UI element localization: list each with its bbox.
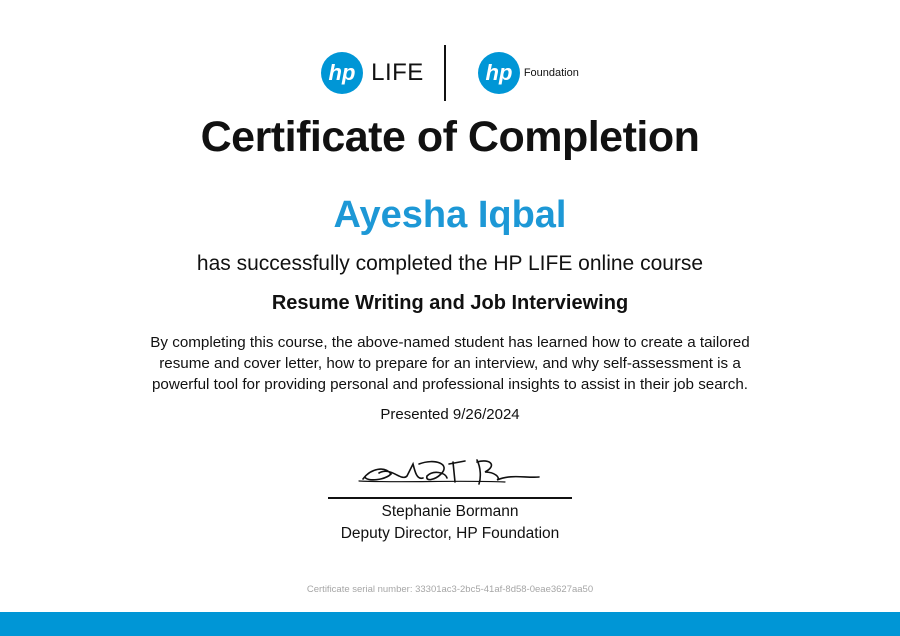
signer-name: Stephanie Bormann [381,503,519,520]
certificate-title: Certificate of Completion [200,113,700,161]
hp-foundation-logo [478,52,579,94]
description-line: By completing this course, the above-named student has learned how to create a tailored [150,334,750,351]
completion-statement: has successfully completed the HP LIFE online course [196,252,704,275]
certificate-header [0,44,900,102]
course-description [110,332,790,395]
certificate-serial-number: Certificate serial number: 33301ac3-2bc5-41af-8d58-0eae3627aa50 [306,584,594,595]
foundation-logo-text: Foundation [523,67,579,79]
course-name: Resume Writing and Job Interviewing [271,292,629,314]
recipient-name: Ayesha Iqbal [333,194,567,236]
footer-brand-bar [0,612,900,636]
hp-logo-icon [321,52,363,94]
hp-foundation-logo-text: hp [485,60,513,85]
hp-life-logo [321,52,424,94]
life-logo-text: LIFE [371,59,424,86]
hp-foundation-logo-icon [478,52,520,94]
description-line: resume and cover letter, how to prepare for an interview, and why self-assessment is a [159,355,741,372]
signer-title: Deputy Director, HP Foundation [340,525,560,542]
hp-logo-text: hp [328,60,356,85]
presented-date: Presented 9/26/2024 [380,406,520,423]
handwritten-signature [355,452,545,490]
logo-divider [444,45,446,101]
signature-line [328,497,572,499]
description-line: powerful tool for providing personal and professional insights to assist in their job search. [151,376,748,393]
